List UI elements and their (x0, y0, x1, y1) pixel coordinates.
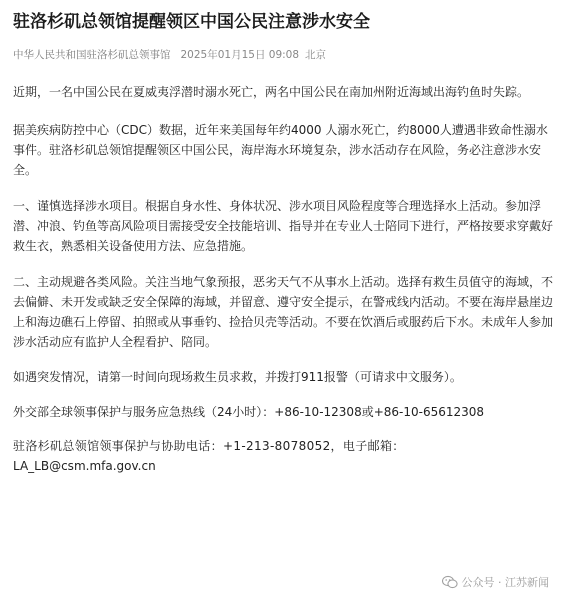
watermark-text: 公众号 · 江苏新闻 (461, 576, 549, 589)
contact-phone-line: 驻洛杉矶总领馆领事保护与协助电话：+1-213-8078052，电子邮箱： (13, 439, 405, 453)
article-location: 北京 (305, 49, 327, 61)
wechat-icon (442, 575, 458, 589)
article-title: 驻洛杉矶总领馆提醒领区中国公民注意涉水安全 (13, 12, 370, 32)
paragraph-choose-activities: 一、谨慎选择涉水项目。根据自身水性、身体状况、涉水项目风险程度等合理选择水上活动。参加浮潜、冲浪、钓鱼等高风险项目需接受安全技能培训、指导并在专业人士陪同下进行，严格按要求穿戴好救生衣，熟悉相关设备使用方法、应急措施。 (13, 199, 554, 253)
paragraph-emergency: 如遇突发情况，请第一时间向现场救生员求救，并拨打911报警（可请求中文服务）。 (13, 370, 462, 384)
paragraph-intro: 近期，一名中国公民在夏威夷浮潜时溺水死亡，两名中国公民在南加州附近海域出海钓鱼时失踪。 (13, 85, 530, 99)
paragraph-cdc-data: 据美疾病防控中心（CDC）数据，近年来美国每年约4000 人溺水死亡，约8000人遭遇非致命性溺水事件。驻洛杉矶总领馆提醒领区中国公民，海岸海水环境复杂，涉水活动存在风险，务必注意涉水安全。 (13, 123, 548, 177)
article-source[interactable]: 中华人民共和国驻洛杉矶总领事馆 (13, 49, 171, 61)
contact-email[interactable]: LA_LB@csm.mfa.gov.cn (13, 459, 156, 473)
watermark (442, 574, 550, 590)
article-date: 2025年01月15日 09:08 (180, 49, 300, 61)
article-meta (13, 48, 554, 62)
paragraph-contact (13, 436, 554, 476)
paragraph-avoid-risks: 二、主动规避各类风险。关注当地气象预报，恶劣天气不从事水上活动。选择有救生员值守的海域，不去偏僻、未开发或缺乏安全保障的海域，并留意、遵守安全提示，在警戒线内活动。不要在海岸悬崖边上和海边礁石上停留、拍照或从事垂钓、捡拾贝壳等活动。不要在饮酒后或服药后下水。未成年人参加涉水活动应有监护人全程看护、陪同。 (13, 275, 554, 349)
paragraph-hotline: 外交部全球领事保护与服务应急热线（24小时）：+86-10-12308或+86-10-65612308 (13, 405, 485, 419)
